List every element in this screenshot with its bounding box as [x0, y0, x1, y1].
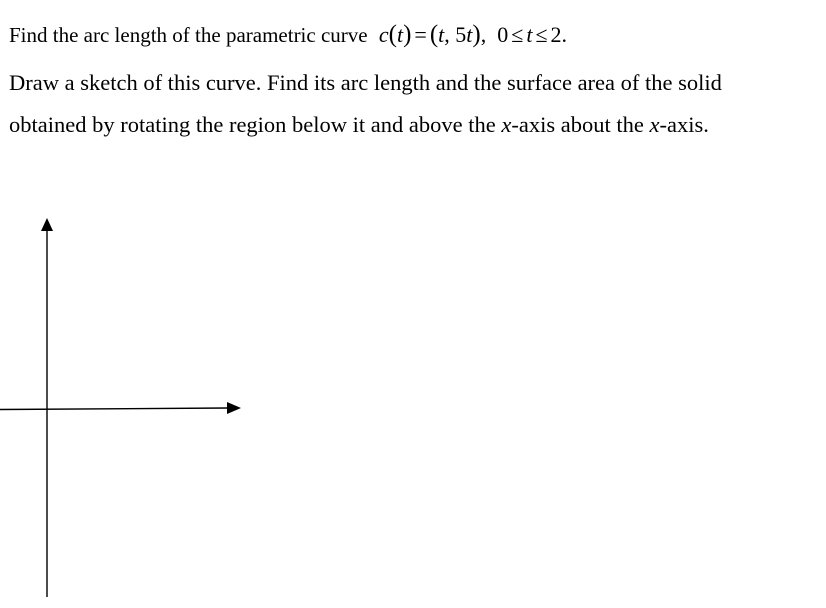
x-axis-variable-1: x — [501, 112, 512, 137]
range-upper-bound: 2 — [550, 22, 562, 47]
range-parameter: t — [526, 22, 533, 47]
problem-intro-text: Find the arc length of the parametric curve — [9, 23, 368, 47]
x-axis-line — [0, 408, 228, 410]
y-axis-arrowhead — [41, 218, 53, 231]
problem-statement-line-2: Draw a sketch of this curve. Find its arc length and the surface area of the solid — [9, 70, 722, 95]
x-axis-variable-2: x — [649, 112, 660, 137]
parametric-curve-formula: c(t) = (t, 5t), 0 ≤ t ≤ 2. — [378, 21, 568, 48]
leq-sign-1: ≤ — [511, 22, 524, 47]
y-component-parameter: t — [466, 22, 473, 47]
formula-period: . — [561, 22, 568, 47]
x-component: t — [438, 22, 445, 47]
curve-function-name: c — [378, 22, 389, 47]
range-lower-bound: 0 — [497, 22, 509, 47]
y-coefficient: 5 — [455, 22, 467, 47]
equals-sign: = — [414, 22, 427, 47]
curve-parameter: t — [396, 22, 404, 47]
x-axis-arrowhead — [227, 402, 241, 414]
problem-statement-line-3: obtained by rotating the region below it and above the x-axis about the x-axis. — [9, 112, 709, 137]
leq-sign-2: ≤ — [535, 22, 548, 47]
